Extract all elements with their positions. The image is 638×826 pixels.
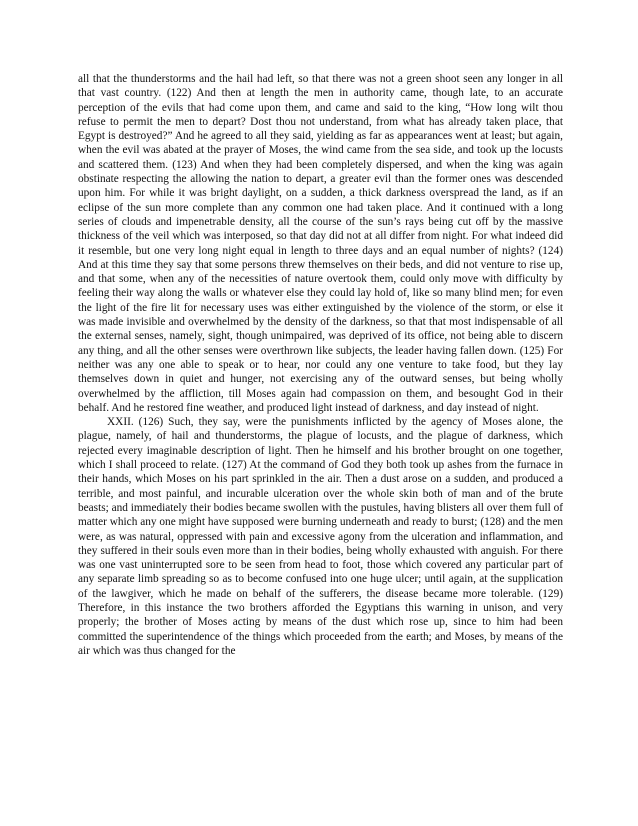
body-paragraph-chapter-xxii: XXII. (126) Such, they say, were the punishments inflicted by the agency of Moses alone, the plague, namely, of hail and thunderstorms, the plague of locusts, and the plague of darkness, which rejected every imaginable description of light. Then he himself and his brother brought on one together, which I shall proceed to relate. (127) At the command of God they both took up ashes from the furnace in their hands, which Moses on his part sprinkled in the air. Then a dust arose on a sudden, and produced a terrible, and most painful, and incurable ulceration over the whole skin both of man and of the brute beasts; and immediately their bodies became swollen with the pustules, having blisters all over them full of matter which any one might have supposed were burning underneath and ready to burst; (128) and the men were, as was natural, oppressed with pain and excessive agony from the ulceration and inflammation, and they suffered in their souls even more than in their bodies, being wholly exhausted with anguish. For there was one vast uninterrupted sore to be seen from head to foot, those which covered any particular part of any separate limb spreading so as to become confused into one huge ulcer; until again, at the supplication of the lawgiver, which he made on behalf of the sufferers, the disease became more tolerable. (129) Therefore, in this instance the two brothers afforded the Egyptians this warning in unison, and very properly; the brother of Moses acting by means of the dust which rose up, since to him had been committed the superintendence of the things which proceeded from the earth; and Moses, by means of the air which was thus changed for the bbox=[78, 416, 563, 657]
body-paragraph-continued: all that the thunderstorms and the hail had left, so that there was not a green shoot seen any longer in all that vast country. (122) And then at length the men in authority came, though late, to an accurate perception of the evils that had come upon them, and came and said to the king, “How long wilt thou refuse to permit the men to depart? Dost thou not understand, from what has already taken place, that Egypt is destroyed?” And he agreed to all they said, yielding as far as appearances went at least; but again, when the evil was abated at the prayer of Moses, the wind came from the sea side, and took up the locusts and scattered them. (123) And when they had been completely dispersed, and when the king was again obstinate respecting the allowing the nation to depart, a greater evil than the former ones was descended upon him. For while it was bright daylight, on a sudden, a thick darkness overspread the land, as if an eclipse of the sun more complete than any common one had taken place. And it continued with a long series of clouds and impenetrable density, all the course of the sun’s rays being cut off by the massive thickness of the veil which was interposed, so that day did not at all differ from night. For what indeed did it resemble, but one very long night equal in length to three days and an equal number of nights? (124) And at this time they say that some persons threw themselves on their beds, and did not venture to rise up, and that some, when any of the necessities of nature overtook them, could only move with difficulty by feeling their way along the walls or whatever else they could lay hold of, like so many blind men; for even the light of the fire lit for necessary uses was either extinguished by the violence of the storm, or else it was made invisible and overwhelmed by the density of the darkness, so that that most indispensable of all the external senses, namely, sight, though unimpaired, was deprived of its office, not being able to discern any thing, and all the other senses were overthrown like subjects, the leader having fallen down. (125) For neither was any one able to speak or to hear, nor could any one venture to take food, but they lay themselves down in quiet and hunger, not exercising any of the outward senses, but being wholly overwhelmed by the affliction, till Moses again had compassion on them, and besought God in their behalf. And he restored fine weather, and produced light instead of darkness, and day instead of night. bbox=[78, 73, 563, 414]
document-page bbox=[78, 72, 563, 658]
